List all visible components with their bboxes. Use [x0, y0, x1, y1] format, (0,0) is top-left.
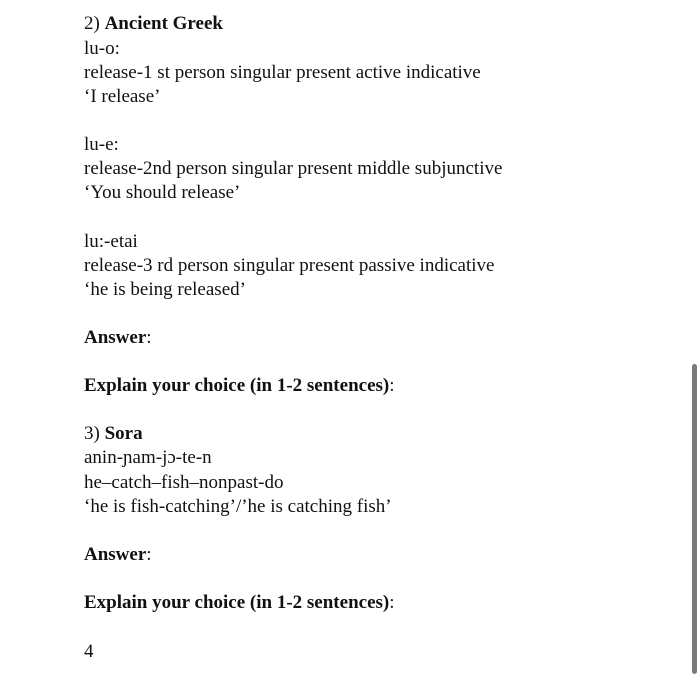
- greek-item-1-form: lu-o:: [84, 38, 120, 59]
- sora-gloss: he–catch–fish–nonpast-do: [84, 472, 284, 493]
- greek-explain-colon: :: [389, 375, 395, 396]
- sora-explain-line: [84, 591, 395, 615]
- section-2-heading: [84, 12, 223, 36]
- section-2-title: Ancient Greek: [104, 13, 223, 34]
- sora-form: anin-ɲam-jɔ-te-n: [84, 447, 212, 468]
- greek-item-3-translation: ‘he is being released’: [84, 279, 246, 300]
- sora-answer-colon: :: [146, 544, 152, 565]
- greek-item-1-translation: ‘I release’: [84, 86, 161, 107]
- section-3-heading: [84, 422, 143, 446]
- page-number: 4: [84, 641, 94, 662]
- sora-explain-label: Explain your choice (in 1-2 sentences): [84, 592, 390, 613]
- greek-item-3-form: lu:-etai: [84, 231, 138, 252]
- greek-item-3-gloss: release-3 rd person singular present passive indicative: [84, 255, 495, 276]
- section-3-title: Sora: [104, 423, 143, 444]
- sora-translation: ‘he is fish-catching’/’he is catching fish’: [84, 496, 392, 517]
- section-2-number: 2): [84, 13, 100, 34]
- greek-item-2-translation: ‘You should release’: [84, 182, 241, 203]
- greek-item-2-gloss: release-2nd person singular present middle subjunctive: [84, 158, 503, 179]
- sora-explain-colon: :: [389, 592, 395, 613]
- greek-item-1-gloss: release-1 st person singular present active indicative: [84, 62, 481, 83]
- greek-answer-label: Answer: [84, 327, 147, 348]
- greek-explain-line: [84, 374, 395, 398]
- greek-item-2-form: lu-e:: [84, 134, 119, 155]
- greek-answer-colon: :: [146, 327, 152, 348]
- vertical-scrollbar[interactable]: [692, 364, 697, 674]
- greek-explain-label: Explain your choice (in 1-2 sentences): [84, 375, 390, 396]
- section-3-number: 3): [84, 423, 100, 444]
- sora-answer-label: Answer: [84, 544, 147, 565]
- greek-answer-line: [84, 326, 152, 350]
- sora-answer-line: [84, 543, 152, 567]
